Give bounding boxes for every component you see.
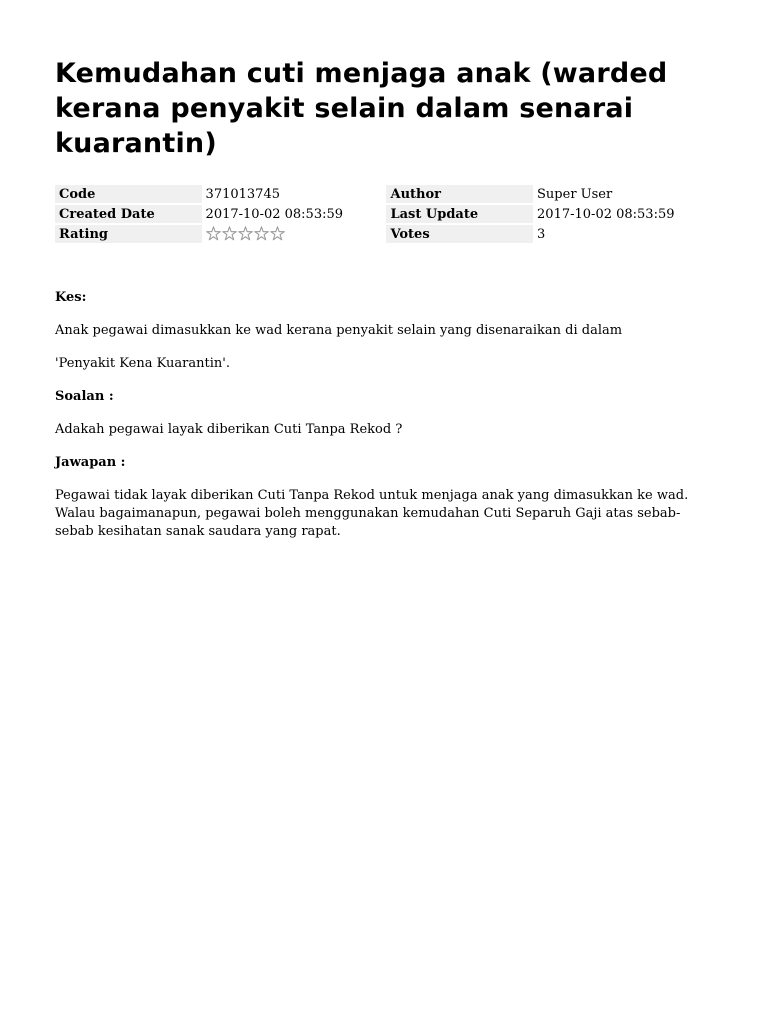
soalan-paragraph: Adakah pegawai layak diberikan Cuti Tanpa Rekod ? [55, 422, 403, 437]
rating-star-icon [254, 226, 269, 241]
article-meta-table [55, 183, 717, 245]
rating-value [202, 225, 386, 243]
article-page [55, 56, 715, 556]
soalan-heading: Soalan : [55, 389, 114, 404]
article-title: Kemudahan cuti menjaga anak (warded kerana penyakit selain dalam senarai kuarantin) [55, 58, 668, 159]
votes-value: 3 [537, 226, 546, 242]
author-label: Author [386, 185, 533, 203]
meta-row [55, 185, 717, 203]
last-update-value: 2017-10-02 08:53:59 [537, 206, 675, 222]
votes-label: Votes [386, 225, 533, 243]
created-date-label: Created Date [55, 205, 202, 223]
jawapan-heading: Jawapan : [55, 455, 126, 470]
created-date-value: 2017-10-02 08:53:59 [205, 206, 344, 222]
author-value: Super User [537, 186, 613, 202]
last-update-label: Last Update [386, 205, 533, 223]
kes-heading: Kes: [55, 290, 87, 305]
rating-label: Rating [55, 225, 202, 243]
meta-row [55, 205, 717, 223]
kes-paragraph-2: 'Penyakit Kena Kuarantin'. [55, 356, 230, 371]
kes-paragraph-1: Anak pegawai dimasukkan ke wad kerana penyakit selain yang disenaraikan di dalam [55, 323, 623, 338]
rating-star-icon [222, 226, 237, 241]
rating-stars [206, 226, 285, 241]
jawapan-paragraph: Pegawai tidak layak diberikan Cuti Tanpa Rekod untuk menjaga anak yang dimasukkan ke wad. Walau bagaimanapun, pegawai boleh menggunakan kemudahan Cuti Separuh Gaji atas sebab-sebab kesihatan sanak saudara yang rapat. [55, 488, 689, 539]
rating-star-icon [206, 226, 221, 241]
rating-star-icon [238, 226, 253, 241]
code-label: Code [55, 185, 202, 203]
code-value: 371013745 [205, 186, 280, 202]
meta-row [55, 225, 717, 243]
article-body [55, 289, 715, 541]
rating-star-icon [270, 226, 285, 241]
